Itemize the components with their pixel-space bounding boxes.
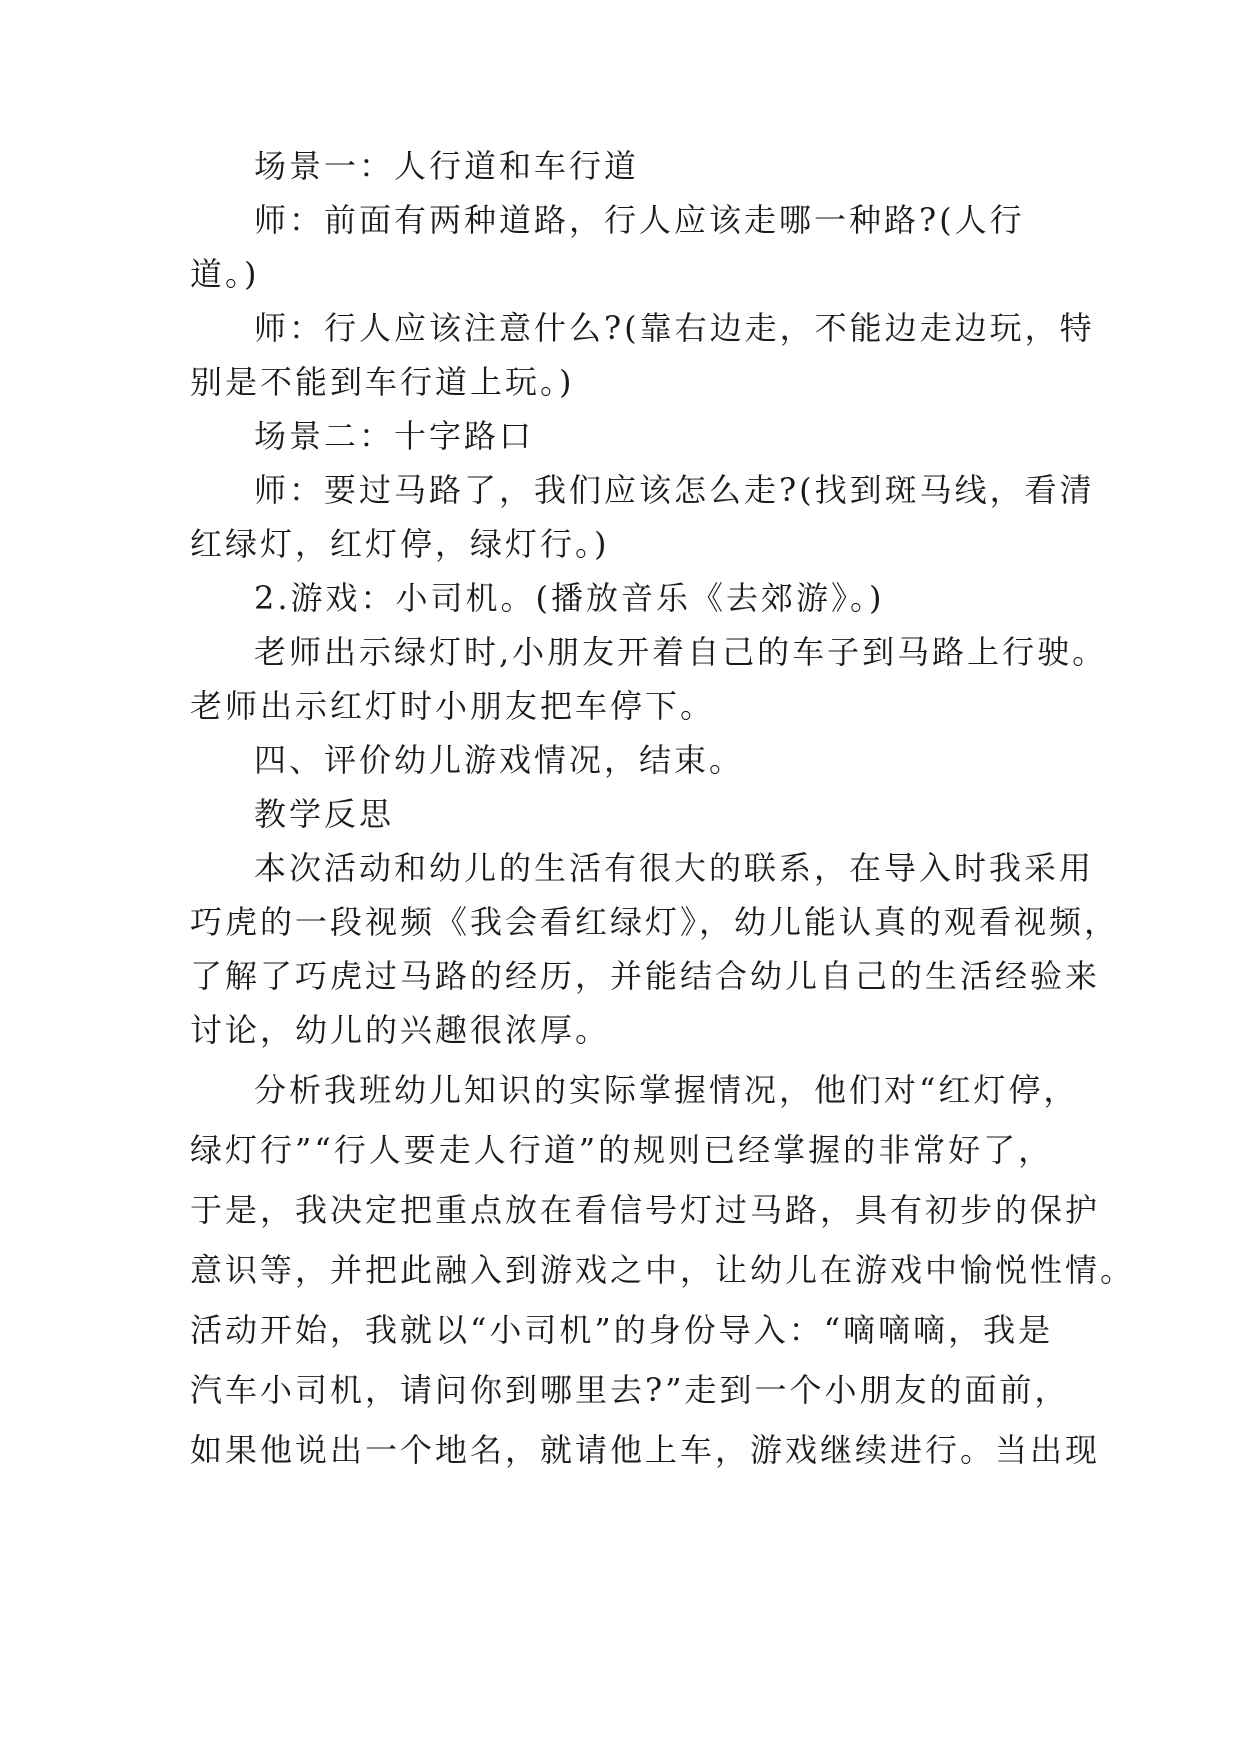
text-line: 红绿灯，红灯停，绿灯行。) — [190, 525, 610, 563]
text-line: 老师出示绿灯时,小朋友开着自己的车子到马路上行驶。 — [254, 633, 1108, 671]
text-line: 意识等，并把此融入到游戏之中，让幼儿在游戏中愉悦性情。 — [190, 1251, 1136, 1289]
text-line: 四、评价幼儿游戏情况，结束。 — [254, 741, 745, 779]
text-line: 道。) — [190, 255, 260, 293]
text-line: 巧虎的一段视频《我会看红绿灯》，幼儿能认真的观看视频， — [190, 903, 1120, 941]
text-line: 绿灯行”“行人要走人行道”的规则已经掌握的非常好了， — [190, 1131, 1054, 1169]
text-line: 老师出示红灯时小朋友把车停下。 — [190, 687, 716, 725]
text-line: 汽车小司机，请问你到哪里去?”走到一个小朋友的面前， — [190, 1371, 1070, 1409]
section-heading: 教学反思 — [254, 795, 395, 833]
text-line: 如果他说出一个地名，就请他上车，游戏继续进行。当出现 — [190, 1431, 1101, 1469]
text-line: 分析我班幼儿知识的实际掌握情况，他们对“红灯停， — [254, 1071, 1079, 1109]
text-line: 讨论，幼儿的兴趣很浓厚。 — [190, 1011, 611, 1049]
text-line: 2.游戏：小司机。(播放音乐《去郊游》。) — [254, 579, 885, 617]
text-line: 场景一：人行道和车行道 — [254, 147, 640, 185]
text-line: 师：前面有两种道路，行人应该走哪一种路?(人行 — [254, 201, 1025, 239]
text-line: 师：要过马路了，我们应该怎么走?(找到斑马线，看清 — [254, 471, 1095, 509]
text-line: 了解了巧虎过马路的经历，并能结合幼儿自己的生活经验来 — [190, 957, 1101, 995]
text-line: 场景二：十字路口 — [254, 417, 535, 455]
text-line: 于是，我决定把重点放在看信号灯过马路，具有初步的保护 — [190, 1191, 1101, 1229]
text-line: 师：行人应该注意什么?(靠右边走，不能边走边玩，特 — [254, 309, 1095, 347]
text-line: 别是不能到车行道上玩。) — [190, 363, 575, 401]
text-line: 本次活动和幼儿的生活有很大的联系，在导入时我采用 — [254, 849, 1095, 887]
text-line: 活动开始，我就以“小司机”的身份导入：“嘀嘀嘀，我是 — [190, 1311, 1054, 1349]
